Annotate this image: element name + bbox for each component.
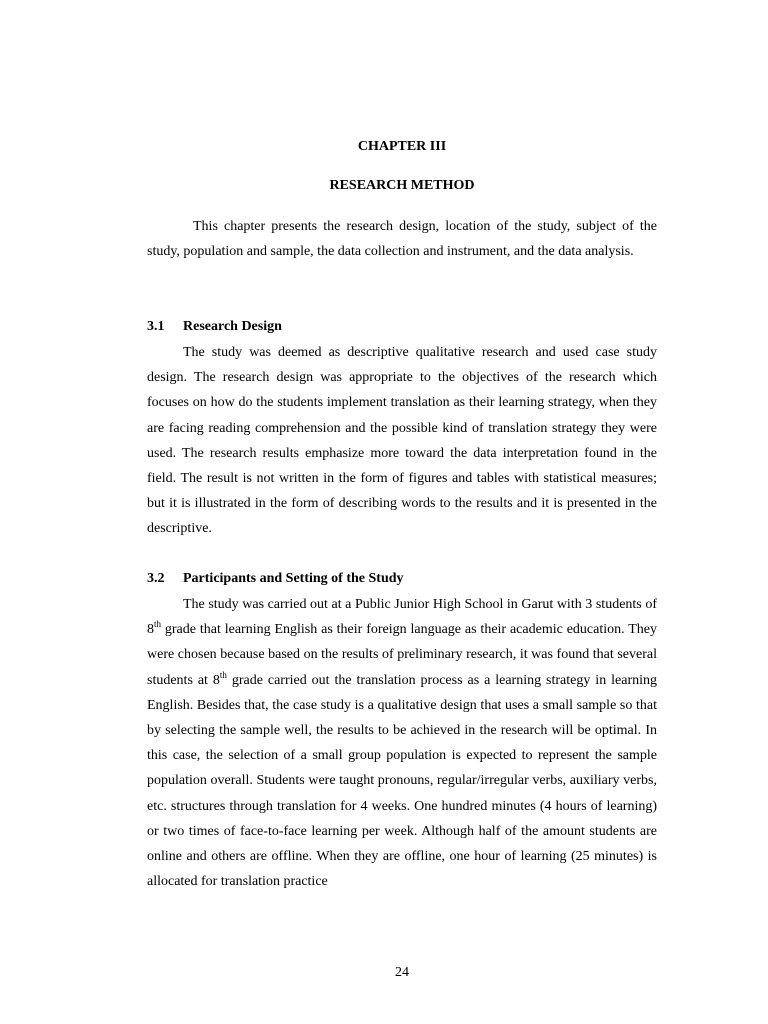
paragraph-text: grade carried out the translation process as a learning strategy in learning English. Besides that, the case study is a qualitative design that uses a small sample so that by selecting the sample well, the results to be achieved in the research will be optimal. In this case, the selection of a small group population is expected to represent the sample population overall. Students were taught pronouns, regular/irregular verbs, auxiliary verbs, etc. structures through translation for 4 weeks. One hundred minutes (4 hours of learning) or two times of face-to-face learning per week. Although half of the amount students are online and others are offline. When they are offline, one hour of learning (25 minutes) is allocated for translation practice <box>147 672 657 890</box>
paragraph-text: The study was carried out at a Public Junior High School in Garut with 3 students of 8 <box>147 597 657 638</box>
intro-paragraph <box>147 214 657 264</box>
section-heading-3-1 <box>147 318 657 335</box>
ordinal-superscript: th <box>219 669 227 680</box>
section-title: Research Design <box>183 319 282 334</box>
section-3-2-paragraph <box>147 592 657 894</box>
section-3-1-paragraph: The study was deemed as descriptive qualitative research and used case study design. The research design was appropriate to the objectives of the research which focuses on how do the students implement translation as their learning strategy, when they are facing reading comprehension and the possible kind of translation strategy they were used. The research results emphasize more toward the data interpretation found in the field. The result is not written in the form of figures and tables with statistical measures; but it is illustrated in the form of describing words to the results and it is presented in the descriptive. <box>147 345 657 537</box>
section-heading-3-2 <box>147 570 657 587</box>
chapter-title: RESEARCH METHOD <box>329 178 475 193</box>
ordinal-superscript: th <box>154 619 162 630</box>
chapter-label: CHAPTER III <box>357 139 447 154</box>
section-number: 3.1 <box>147 319 165 334</box>
section-number: 3.2 <box>147 571 165 586</box>
paragraph-text: grade that learning English as their foreign language as their academic education. They were chosen because based on the results of preliminary research, it was found that several students at 8 <box>147 622 657 688</box>
section-title: Participants and Setting of the Study <box>183 571 404 586</box>
page-number: 24 <box>395 965 409 980</box>
intro-text: This chapter presents the research design, location of the study, subject of the study, population and sample, the data collection and instrument, and the data analysis. <box>147 219 657 260</box>
